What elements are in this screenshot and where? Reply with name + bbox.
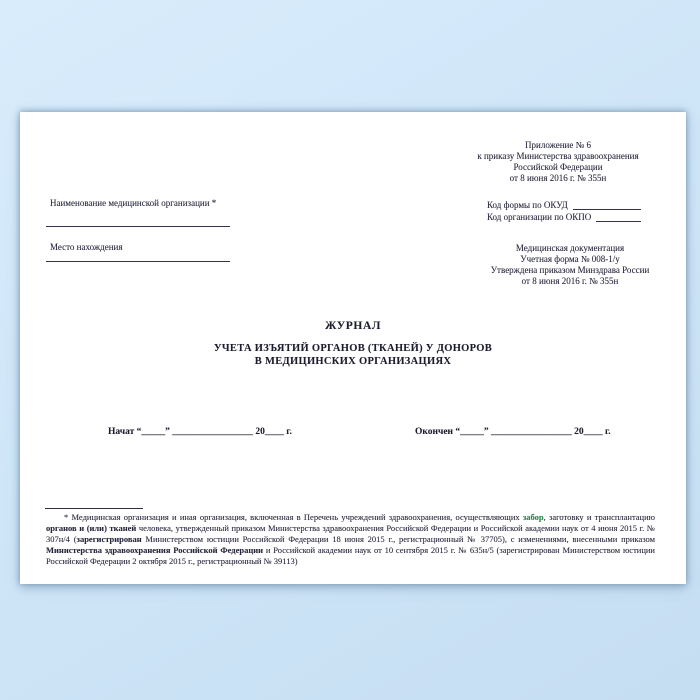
appendix-line: Приложение № 6 [525, 140, 591, 150]
footnote-segment: , заготовку и трансплантацию [543, 512, 655, 522]
footnote-segment: органов и (или) тканей [46, 523, 137, 533]
medical-documentation-block [457, 243, 683, 287]
org-location-label: Место нахождения [50, 242, 123, 252]
okud-row [487, 198, 641, 210]
org-name-label: Наименование медицинской организации * [50, 198, 217, 208]
zabor-link[interactable]: забор [522, 512, 544, 522]
title-subline-2: В МЕДИЦИНСКИХ ОРГАНИЗАЦИЯХ [254, 355, 452, 367]
title-subline-1: УЧЕТА ИЗЪЯТИЙ ОРГАНОВ (ТКАНЕЙ) У ДОНОРОВ [213, 343, 493, 354]
footnote-segment: * Медицинская организация и иная организация, включенная в Перечень учреждений здравоохранения, осуществляющих [64, 512, 523, 522]
okpo-row [487, 210, 641, 222]
footnote-segment: человека, утвержденный приказом Министерства здравоохранения Российской Федерации и Российской академии наук от 4 июня 2015 г. № 307н/4 ( [46, 523, 655, 544]
footnote-text [46, 512, 655, 567]
org-name-blank-field [46, 226, 230, 227]
meddoc-line: от 8 июня 2016 г. № 355н [521, 276, 619, 286]
date-finished-field: Окончен “_____” _________________ 20____ г. [415, 427, 611, 437]
footnote-segment: зарегистрирован [76, 534, 142, 544]
codes-block [487, 198, 641, 222]
okpo-label: Код организации по ОКПО [487, 212, 592, 222]
okud-label: Код формы по ОКУД [487, 200, 568, 210]
org-location-blank-field [46, 261, 230, 262]
footnote-segment: и Российской академии наук от 10 сентября 2015 г. № 635н/5 (зарегистрирован Министерством юстиции Российской Федерации 2 октября 2015 г., регистрационный № 39113) [46, 545, 655, 566]
title-journal: ЖУРНАЛ [324, 320, 382, 332]
footnote-separator [45, 508, 143, 509]
meddoc-line: Медицинская документация [515, 243, 625, 253]
meddoc-line: Утверждена приказом Минздрава России [490, 265, 650, 275]
okud-blank-field [573, 200, 641, 210]
date-started-field: Начат “_____” _________________ 20____ г. [108, 427, 292, 437]
appendix-line: к приказу Министерства здравоохранения [477, 151, 639, 161]
meddoc-line: Учетная форма № 008-1/у [520, 254, 620, 264]
appendix-line: от 8 июня 2016 г. № 355н [509, 173, 607, 183]
document-title [20, 320, 686, 368]
document-page [20, 112, 686, 584]
okpo-blank-field [596, 212, 641, 222]
appendix-block [458, 140, 658, 184]
footnote-segment: Министерством юстиции Российской Федерации 18 июня 2015 г., регистрационный № 37705), с изменениями, внесенными приказом [141, 534, 655, 544]
appendix-line: Российской Федерации [513, 162, 603, 172]
footnote-segment: Министерства здравоохранения Российской Федерации [46, 545, 264, 555]
